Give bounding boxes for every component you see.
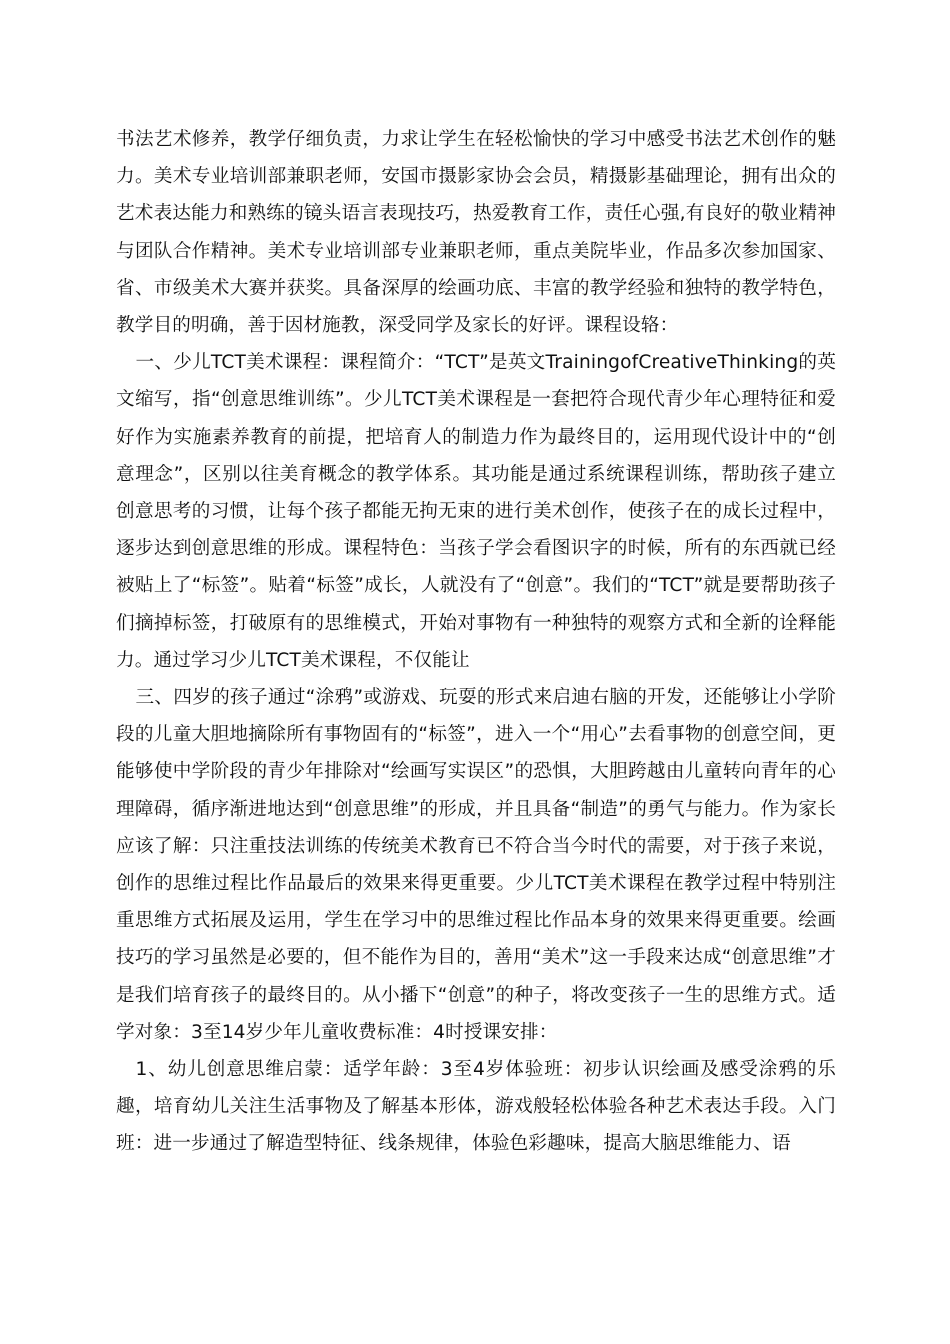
paragraph-tct-benefits: 三、四岁的孩子通过“涂鸦”或游戏、玩耍的形式来启迪右脑的开发，还能够让小学阶段的儿童大胆地摘除所有事物固有的“标签”，进入一个“用心”去看事物的创意空间，更能够使中学阶段的青少年排除对“绘画写实误区”的恐惧，大胆跨越由儿童转向青年的心理障碍，循序渐进地达到“创意思维”的形成，并且具备“制造”的勇气与能力。作为家长应该了解：只注重技法训练的传统美术教育已不符合当今时代的需要，对于孩子来说，创作的思维过程比作品最后的效果来得更重要。少儿TCT美术课程在教学过程中特别注重思维方式拓展及运用，学生在学习中的思维过程比作品本身的效果来得更重要。绘画技巧的学习虽然是必要的，但不能作为目的，善用“美术”这一手段来达成“创意思维”才是我们培育孩子的最终目的。从小播下“创意”的种子，将改变孩子一生的思维方式。适学对象：3至14岁少年儿童收费标准：4时授课安排： xyxy=(116,687,836,1043)
paragraph-schedule-item-1: 1、幼儿创意思维启蒙：适学年龄：3至4岁体验班：初步认识绘画及感受涂鸦的乐趣，培育幼儿关注生活事物及了解基本形体，游戏般轻松体验各种艺术表达手段。入门班：进一步通过了解造型特征、线条规律，体验色彩趣味，提高大脑思维能力、语 xyxy=(116,1059,836,1155)
paragraph-continuation-teacher-bios: 书法艺术修养，教学仔细负责，力求让学生在轻松愉快的学习中感受书法艺术创作的魅力。美术专业培训部兼职老师，安国市摄影家协会会员，精摄影基础理论，拥有出众的艺术表达能力和熟练的镜头语言表现技巧，热爱教育工作，责任心强,有良好的敬业精神与团队合作精神。美术专业培训部专业兼职老师，重点美院毕业，作品多次参加国家、省、市级美术大赛并获奖。具备深厚的绘画功底、丰富的教学经验和独特的教学特色，教学目的明确，善于因材施教，深受同学及家长的好评。课程设辂： xyxy=(116,129,836,337)
document-body xyxy=(116,121,836,1163)
paragraph-tct-course-intro: 一、少儿TCT美术课程：课程简介：“TCT”是英文TrainingofCreativeThinking的英文缩写，指“创意思维训练”。少儿TCT美术课程是一套把符合现代青少年心理特征和爱好作为实施素养教育的前提，把培育人的制造力作为最终目的，运用现代设计中的“创意理念”，区别以往美育概念的教学体系。其功能是通过系统课程训练，帮助孩子建立创意思考的习惯，让每个孩子都能无拘无束的进行美术创作，使孩子在的成长过程中，逐步达到创意思维的形成。课程特色：当孩子学会看图识字的时候，所有的东西就已经被贴上了“标签”。贴着“标签”成长，人就没有了“创意”。我们的“TCT”就是要帮助孩子们摘掉标签，打破原有的思维模式，开始对事物有一种独特的观察方式和全新的诠释能力。通过学习少儿TCT美术课程，不仅能让 xyxy=(116,352,836,671)
